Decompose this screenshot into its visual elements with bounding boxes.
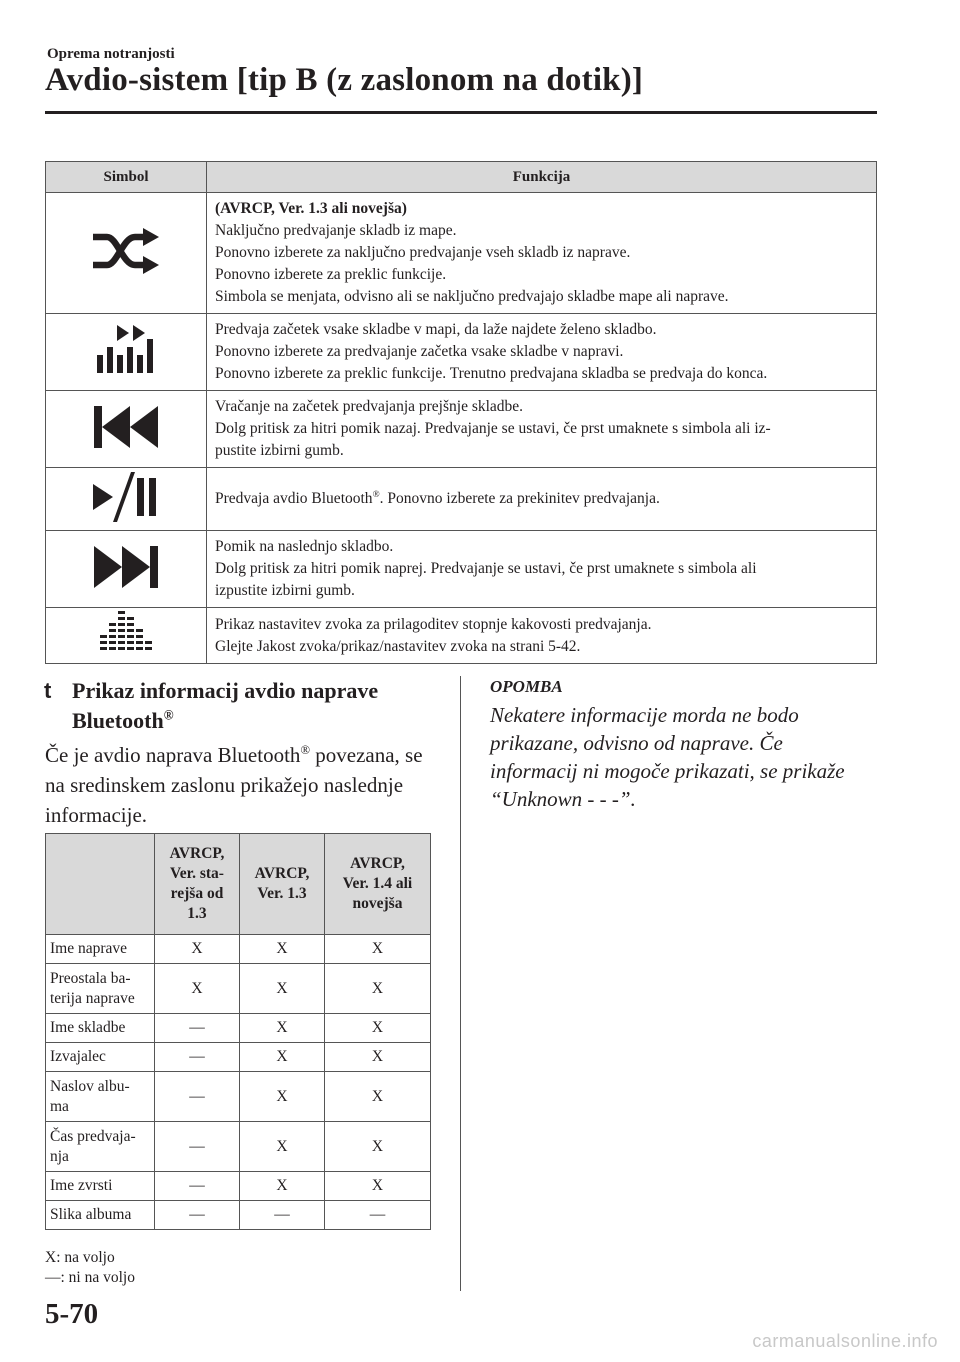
table-cell: X	[324, 1043, 430, 1072]
table-row	[46, 1072, 431, 1122]
table-cell: X	[239, 1014, 324, 1043]
table-cell: X	[324, 1122, 430, 1172]
function-cell	[207, 314, 877, 391]
symbol-cell	[46, 193, 207, 314]
table-cell: —	[155, 1072, 240, 1122]
heading-text	[72, 676, 442, 736]
function-line: pustite izbirni gumb.	[215, 442, 344, 459]
symbol-table-header	[46, 162, 877, 193]
row-label: Slika albuma	[46, 1201, 155, 1230]
avrcp-13-header: AVRCP, Ver. 1.3	[239, 834, 324, 935]
table-cell: X	[324, 964, 430, 1014]
function-line: Dolg pritisk za hitri pomik nazaj. Predvajanje se ustavi, če prst umaknete s simbola ali iz-	[215, 420, 771, 437]
row-label: Čas predvaja- nja	[46, 1122, 155, 1172]
function-line: Ponovno izberete za preklic funkcije. Trenutno predvajana skladba se predvaja do konca.	[215, 365, 768, 382]
row-label: Ime zvrsti	[46, 1172, 155, 1201]
heading-line: Bluetooth®	[72, 707, 174, 733]
table-row	[46, 1014, 431, 1043]
legend-line: —: ni na voljo	[45, 1269, 135, 1286]
legend-line: X: na voljo	[45, 1249, 115, 1266]
table-row	[46, 608, 877, 664]
function-line: Prikaz nastavitev zvoka za prilagoditev stopnje kakovosti predvajanja.	[215, 615, 652, 633]
function-line: izpustite izbirni gumb.	[215, 582, 355, 599]
table-cell: —	[155, 1172, 240, 1201]
next-track-icon	[94, 545, 158, 589]
function-cell	[207, 608, 877, 664]
symbol-cell	[46, 314, 207, 391]
function-line: Vračanje na začetek predvajanja prejšnje skladbe.	[215, 398, 524, 415]
note-text: Nekatere informacije morda ne bodo prikazane, odvisno od naprave. Če informacij ni mogoče prikazati, se prikaže “Unknown - - -”.	[490, 703, 845, 811]
table-row	[46, 935, 431, 964]
title-rule	[45, 111, 877, 114]
table-row	[46, 1122, 431, 1172]
table-cell: X	[239, 964, 324, 1014]
previous-track-icon	[94, 405, 158, 449]
table-cell: X	[239, 1072, 324, 1122]
symbol-cell	[46, 468, 207, 531]
shuffle-icon	[91, 228, 161, 274]
table-legend	[45, 1248, 135, 1288]
table-cell: X	[239, 1172, 324, 1201]
intro-paragraph: Če je avdio naprava Bluetooth® povezana, se na sredinskem zaslonu prikažejo naslednje informacije.	[45, 743, 423, 827]
function-column-header: Funkcija	[207, 162, 877, 193]
table-cell: X	[155, 964, 240, 1014]
symbol-column-header: Simbol	[46, 162, 207, 193]
row-label: Naslov albu- ma	[46, 1072, 155, 1122]
symbol-cell	[46, 531, 207, 608]
function-line: Predvaja začetek vsake skladbe v mapi, da laže najdete želeno skladbo.	[215, 321, 657, 338]
function-text: . Ponovno izberete za prekinitev predvajanja.	[379, 490, 660, 507]
table-cell: X	[324, 935, 430, 964]
function-line: Dolg pritisk za hitri pomik naprej. Predvajanje se ustavi, če prst umaknete s simbola ali	[215, 560, 757, 577]
note-block	[490, 677, 870, 813]
page-title: Avdio-sistem [tip B (z zaslonom na dotik)]	[45, 62, 644, 98]
play-pause-icon	[93, 472, 159, 522]
registered-mark: ®	[163, 707, 174, 723]
watermark: carmanualsonline.info	[752, 1331, 938, 1351]
table-cell: X	[239, 1043, 324, 1072]
equalizer-icon	[99, 611, 153, 655]
function-line: (AVRCP, Ver. 1.3 ali novejša)	[215, 200, 407, 217]
row-label: Ime naprave	[46, 935, 155, 964]
avrcp-14-header: AVRCP, Ver. 1.4 ali novejša	[324, 834, 430, 935]
function-cell	[207, 531, 877, 608]
table-row	[46, 531, 877, 608]
table-cell: X	[324, 1072, 430, 1122]
function-line: Glejte Jakost zvoka/prikaz/nastavitev zvoka na strani 5-42.	[215, 637, 581, 655]
heading-line: Prikaz informacij avdio naprave	[72, 678, 379, 703]
table-row	[46, 1201, 431, 1230]
table-cell: X	[324, 1172, 430, 1201]
table-cell: X	[239, 935, 324, 964]
table-cell: —	[324, 1201, 430, 1230]
function-cell	[207, 193, 877, 314]
column-divider	[460, 676, 461, 1291]
table-cell: —	[155, 1014, 240, 1043]
table-row	[46, 468, 877, 531]
row-label: Ime skladbe	[46, 1014, 155, 1043]
function-line: Ponovno izberete za predvajanje začetka vsake skladbe v napravi.	[215, 343, 624, 360]
table-row	[46, 1172, 431, 1201]
function-cell	[207, 468, 877, 531]
section-label: Oprema notranjosti	[47, 46, 175, 62]
function-line: Pomik na naslednjo skladbo.	[215, 538, 394, 555]
info-table	[45, 833, 431, 1230]
table-row	[46, 193, 877, 314]
heading-marker: t	[44, 678, 52, 703]
function-cell	[207, 391, 877, 468]
page-number: 5-70	[45, 1298, 99, 1330]
registered-mark: ®	[372, 489, 380, 500]
table-row	[46, 314, 877, 391]
function-line: Ponovno izberete za preklic funkcije.	[215, 266, 447, 283]
table-cell: —	[239, 1201, 324, 1230]
symbol-cell	[46, 391, 207, 468]
function-line: Simbola se menjata, odvisno ali se naključno predvajajo skladbe mape ali naprave.	[215, 288, 729, 305]
function-text: Predvaja avdio Bluetooth	[215, 490, 373, 507]
function-line: Ponovno izberete za naključno predvajanje vseh skladb iz naprave.	[215, 244, 631, 261]
table-cell: X	[324, 1014, 430, 1043]
table-row	[46, 964, 431, 1014]
info-table-header	[46, 834, 431, 935]
table-cell: X	[155, 935, 240, 964]
table-cell: —	[155, 1122, 240, 1172]
table-row	[46, 391, 877, 468]
registered-mark: ®	[300, 743, 311, 757]
row-label: Preostala ba- terija naprave	[46, 964, 155, 1014]
symbol-cell	[46, 608, 207, 664]
symbol-table	[45, 161, 877, 664]
table-cell: X	[239, 1122, 324, 1172]
table-row	[46, 1043, 431, 1072]
row-label: Izvajalec	[46, 1043, 155, 1072]
table-cell: —	[155, 1043, 240, 1072]
avrcp-old-header: AVRCP, Ver. sta- rejša od 1.3	[155, 834, 240, 935]
note-title: OPOMBA	[490, 677, 563, 696]
table-cell: —	[155, 1201, 240, 1230]
scan-icon	[96, 325, 156, 375]
empty-header-cell	[46, 834, 155, 935]
function-line: Naključno predvajanje skladb iz mape.	[215, 222, 457, 239]
